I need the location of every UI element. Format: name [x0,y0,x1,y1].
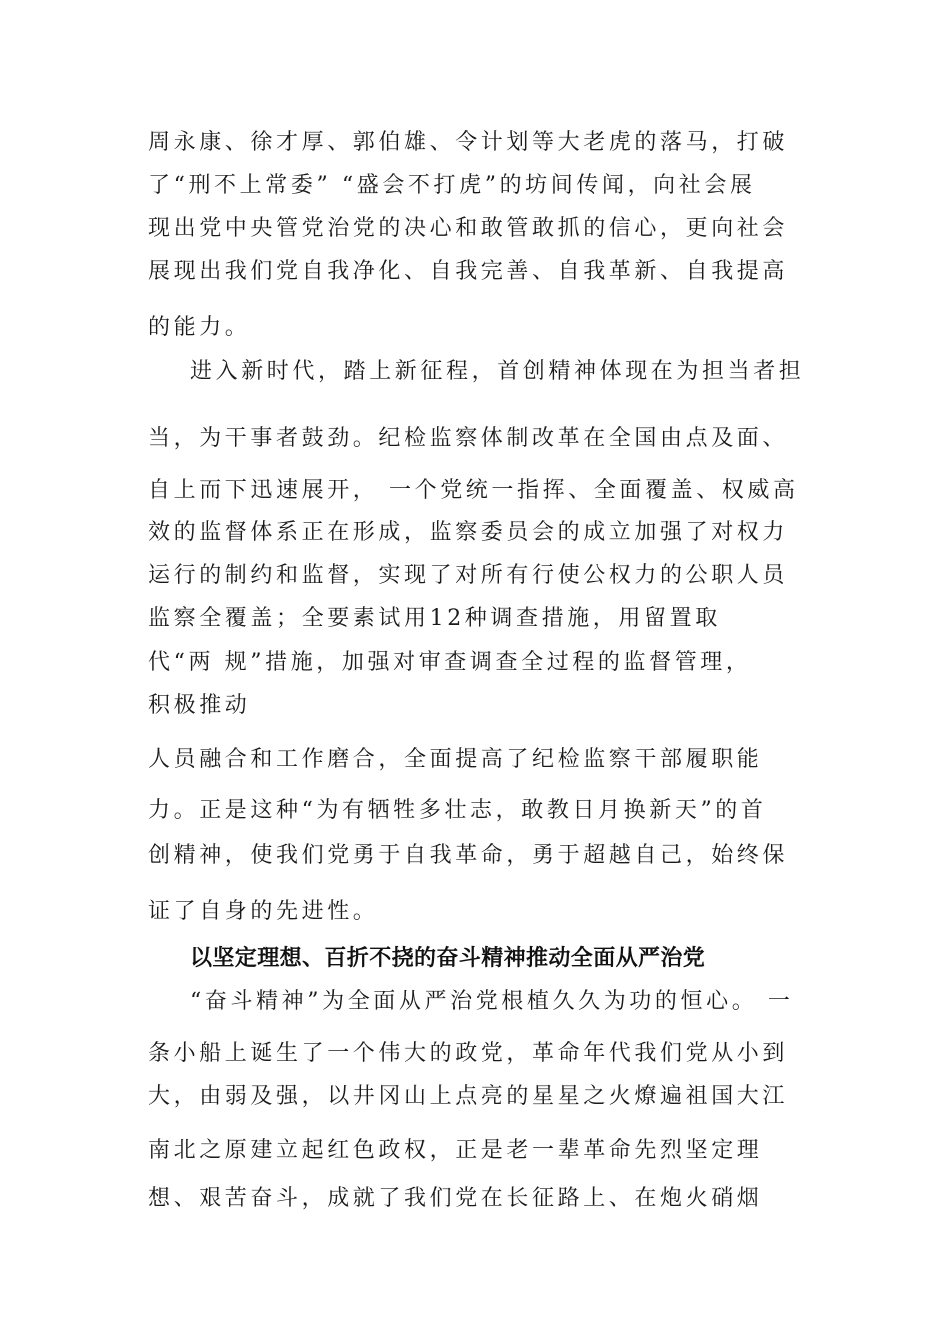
text-line-11: 监察全覆盖；全要素试用12种调查措施，用留置取 [148,606,721,631]
text-line-10: 运行的制约和监督，实现了对所有行使公权力的公职人员 [148,563,789,588]
text-line-13: 积极推动 [148,693,251,718]
text-line-14: 人员融合和工作磨合，全面提高了纪检监察干部履职能 [148,747,763,772]
text-line-15: 力。正是这种“为有牺牲多壮志，敢教日月换新天”的首 [148,798,767,823]
text-line-18-indented: “奋斗精神”为全面从严治党根植久久为功的恒心。 一 [190,989,794,1014]
text-line-12: 代“两 规”措施，加强对审查调查全过程的监督管理， [148,650,752,675]
text-line-8: 自上而下迅速展开， 一个党统一指挥、全面覆盖、权威高 [148,478,799,503]
text-line-5: 的能力。 [148,315,251,340]
section-heading: 以坚定理想、百折不挠的奋斗精神推动全面从严治党 [190,946,706,971]
text-line-19: 条小船上诞生了一个伟大的政党，革命年代我们党从小到 [148,1041,789,1066]
text-line-3: 现出党中央管党治党的决心和敢管敢抓的信心，更向社会 [148,216,789,241]
text-line-9: 效的监督体系正在形成，监察委员会的成立加强了对权力 [148,520,789,545]
text-line-7: 当，为干事者鼓劲。纪检监察体制改革在全国由点及面、 [148,426,789,451]
text-line-1: 周永康、徐才厚、郭伯雄、令计划等大老虎的落马，打破 [148,130,789,155]
text-line-20: 大，由弱及强，以井冈山上点亮的星星之火燎遍祖国大江 [148,1084,789,1109]
text-line-4: 展现出我们党自我净化、自我完善、自我革新、自我提高 [148,259,789,284]
text-line-17: 证了自身的先进性。 [148,899,379,924]
text-line-16: 创精神，使我们党勇于自我革命，勇于超越自己，始终保 [148,843,789,868]
text-line-6-indented: 进入新时代，踏上新征程，首创精神体现在为担当者担 [190,359,805,384]
text-line-22: 想、艰苦奋斗，成就了我们党在长征路上、在炮火硝烟 [148,1186,763,1211]
text-line-2: 了“刑不上常委” “盛会不打虎”的坊间传闻，向社会展 [148,173,756,198]
text-line-21: 南北之原建立起红色政权，正是老一辈革命先烈坚定理 [148,1138,763,1163]
